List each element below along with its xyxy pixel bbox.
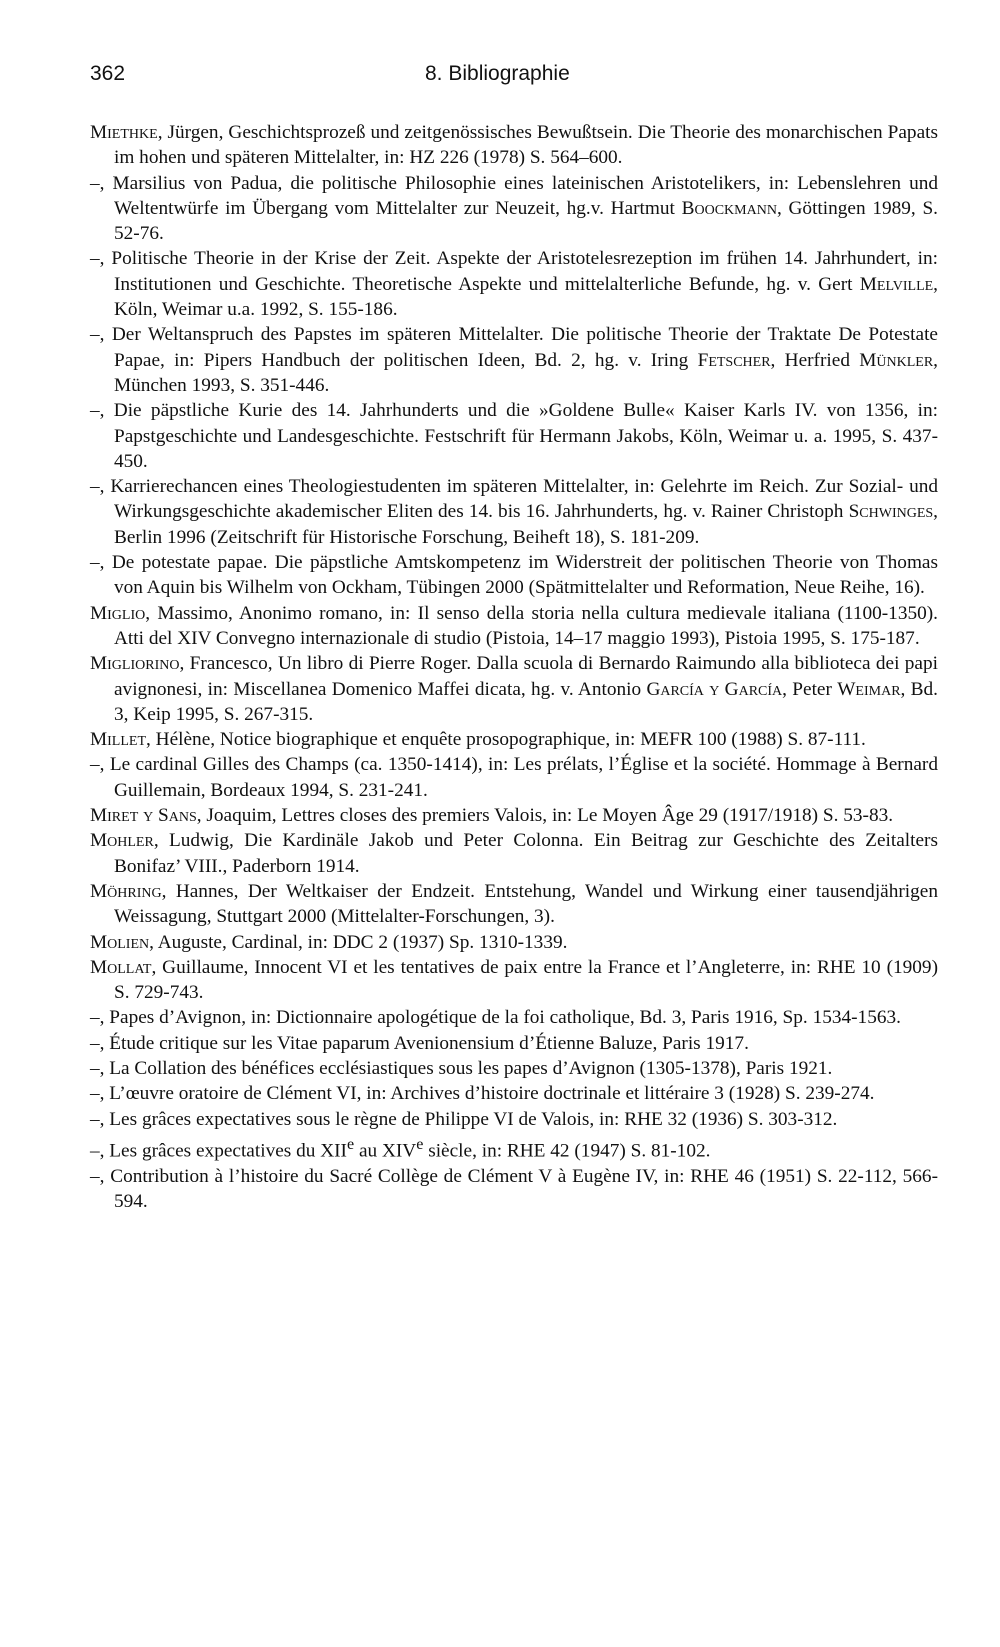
entry-text: , Bd. 3, Keip 1995, S. 267-315.: [114, 678, 939, 725]
bibliography-entry: [90, 803, 938, 828]
author-name: Millet: [90, 729, 147, 751]
entry-text: –, Étude critique sur les Vitae paparum Avenionensium d’Étienne Baluze, Paris 1917.: [90, 1032, 749, 1054]
author-name: Miglio: [90, 602, 146, 624]
entry-text: –, Politische Theorie in der Krise der Zeit. Aspekte der Aristotelesrezeption im frühen 14. Jahrhundert, in: Institutionen und Geschichte. Theoretische Aspekte und mittelalterliche Befunde, hg. v. Gert: [90, 248, 938, 295]
author-name: Molien: [90, 931, 150, 953]
entry-text: , Köln, Weimar u.a. 1992, S. 155-186.: [114, 273, 938, 321]
entry-text: , Peter: [782, 678, 838, 700]
bibliography-entry: [90, 828, 938, 879]
editor-name: Weimar: [837, 678, 901, 700]
entry-text: , Joaquim, Lettres closes des premiers Valois, in: Le Moyen Âge 29 (1917/1918) S. 53-83.: [196, 805, 894, 827]
bibliography-entry: [90, 550, 938, 601]
bibliography-entry: [90, 398, 938, 474]
editor-name: García y García: [646, 678, 783, 700]
editor-name: Boockmann: [681, 197, 777, 219]
editor-name: Fetscher: [697, 349, 771, 371]
entry-text: –, Marsilius von Padua, die politische Philosophie eines lateinischen Aristotelikers, in: Lebenslehren und Weltentwürfe im Übergang vom Mittelalter zur Neuzeit, hg.v. Hartmut: [90, 172, 938, 219]
bibliography-entry: [90, 474, 938, 550]
author-name: Migliorino: [90, 653, 180, 675]
author-name: Miret y Sans: [90, 805, 197, 827]
bibliography-entry: [90, 1164, 938, 1215]
bibliography-entry: [90, 246, 938, 322]
entry-text: –, La Collation des bénéfices ecclésiastiques sous les papes d’Avignon (1305-1378), Paris 1921.: [90, 1057, 833, 1079]
editor-name: Münkler: [859, 349, 934, 371]
entry-text: , Francesco, Un libro di Pierre Roger. Dalla scuola di Bernardo Raimundo alla biblioteca dei papi avignonesi, in: Miscellanea Domenico Maffei dicata, hg. v. Antonio: [114, 653, 938, 700]
editor-name: Melville: [859, 273, 934, 295]
author-name: Mohler: [90, 830, 154, 852]
bibliography-entry: [90, 752, 938, 803]
bibliography-entry: [90, 1081, 938, 1106]
entry-text: –, Les grâces expectatives du XII: [90, 1140, 347, 1162]
section-title: 8. Bibliographie: [425, 62, 570, 85]
bibliography-entry: [90, 1132, 938, 1164]
bibliography-entry: [90, 1031, 938, 1056]
entry-text: , Massimo, Anonimo romano, in: Il senso della storia nella cultura medievale italiana (1100-1350). Atti del XIV Convegno internazionale di studio (Pistoia, 14–17 maggio 1993), Pistoia 1995, S. 175-187.: [114, 602, 938, 649]
entry-text: , Hannes, Der Weltkaiser der Endzeit. Entstehung, Wandel und Wirkung einer tausendjährigen Weissagung, Stuttgart 2000 (Mittelalter-Forschungen, 3).: [114, 880, 938, 928]
entry-text: , Jürgen, Geschichtsprozeß und zeitgenössisches Bewußtsein. Die Theorie des monarchischen Papats im hohen und späteren Mittelalter, in: HZ 226 (1978) S. 564–600.: [114, 122, 938, 169]
page-number: 362: [90, 62, 126, 85]
entry-text: , Herfried: [770, 349, 860, 371]
entry-text: –, Les grâces expectatives sous le règne de Philippe VI de Valois, in: RHE 32 (1936) S. 303-312.: [90, 1108, 838, 1130]
entry-text: , Ludwig, Die Kardinäle Jakob und Peter Colonna. Ein Beitrag zur Geschichte des Zeitalters Bonifaz’ VIII., Paderborn 1914.: [114, 830, 938, 877]
superscript: e: [346, 1135, 355, 1153]
bibliography-entry: [90, 955, 938, 1006]
entry-text: , Hélène, Notice biographique et enquête prosopographique, in: MEFR 100 (1988) S. 87-111.: [146, 729, 866, 751]
bibliography-entry: [90, 601, 938, 652]
superscript: e: [416, 1135, 424, 1153]
entry-text: –, Die päpstliche Kurie des 14. Jahrhunderts und die »Goldene Bulle« Kaiser Karls IV. von 1356, in: Papstgeschichte und Landesgeschichte. Festschrift für Hermann Jakobs, Köln, Weimar u. a. 1995, S. 437-450.: [90, 400, 938, 472]
entry-text: , Guillaume, Innocent VI et les tentatives de paix entre la France et l’Angleterre, in: RHE 10 (1909) S. 729-743.: [114, 956, 938, 1004]
entry-text: –, De potestate papae. Die päpstliche Amtskompetenz im Widerstreit der politischen Theorie von Thomas von Aquin bis Wilhelm von Ockham, Tübingen 2000 (Spätmittelalter und Reformation, Neue Reihe, 16).: [90, 552, 938, 599]
entry-text: –, L’œuvre oratoire de Clément VI, in: Archives d’histoire doctrinale et littéraire 3 (1928) S. 239-274.: [90, 1083, 875, 1105]
bibliography-entry: [90, 322, 938, 398]
entry-text: –, Contribution à l’histoire du Sacré Collège de Clément V à Eugène IV, in: RHE 46 (1951) S. 22-112, 566-594.: [90, 1165, 938, 1212]
entry-text: –, Der Weltanspruch des Papstes im späteren Mittelalter. Die politische Theorie der Traktate De Potestate Papae, in: Pipers Handbuch der politischen Ideen, Bd. 2, hg. v. Iring: [90, 324, 938, 371]
bibliography-list: [90, 120, 938, 1214]
bibliography-entry: [90, 120, 938, 171]
author-name: Möhring: [90, 880, 162, 902]
entry-text: –, Papes d’Avignon, in: Dictionnaire apologétique de la foi catholique, Bd. 3, Paris 1916, Sp. 1534-1563.: [90, 1007, 901, 1029]
bibliography-entry: [90, 879, 938, 930]
bibliography-entry: [90, 1005, 938, 1030]
entry-text: , Auguste, Cardinal, in: DDC 2 (1937) Sp. 1310-1339.: [149, 931, 568, 953]
author-name: Mollat: [90, 956, 152, 978]
entry-text: siècle, in: RHE 42 (1947) S. 81-102.: [423, 1140, 711, 1162]
bibliography-entry: [90, 727, 938, 752]
bibliography-entry: [90, 651, 938, 727]
bibliography-entry: [90, 1107, 938, 1132]
editor-name: Schwinges: [848, 501, 934, 523]
entry-text: –, Le cardinal Gilles des Champs (ca. 1350-1414), in: Les prélats, l’Église et la société. Hommage à Bernard Guillemain, Bordeaux 1994, S. 231-241.: [90, 754, 938, 801]
entry-text: –, Karrierechancen eines Theologiestudenten im späteren Mittelalter, in: Gelehrte im Reich. Zur Sozial- und Wirkungsgeschichte akademischer Eliten des 14. bis 16. Jahrhunderts, hg. v. Rainer Christoph: [90, 476, 938, 523]
bibliography-entry: [90, 1056, 938, 1081]
author-name: Miethke: [90, 122, 158, 143]
entry-text: , München 1993, S. 351-446.: [114, 349, 938, 396]
entry-text: , Göttingen 1989, S. 52-76.: [114, 197, 938, 245]
running-head: [90, 62, 938, 102]
bibliography-entry: [90, 930, 938, 955]
entry-text: , Berlin 1996 (Zeitschrift für Historische Forschung, Beiheft 18), S. 181-209.: [114, 501, 938, 548]
bibliography-entry: [90, 171, 938, 247]
entry-text: au XIV: [354, 1140, 417, 1162]
